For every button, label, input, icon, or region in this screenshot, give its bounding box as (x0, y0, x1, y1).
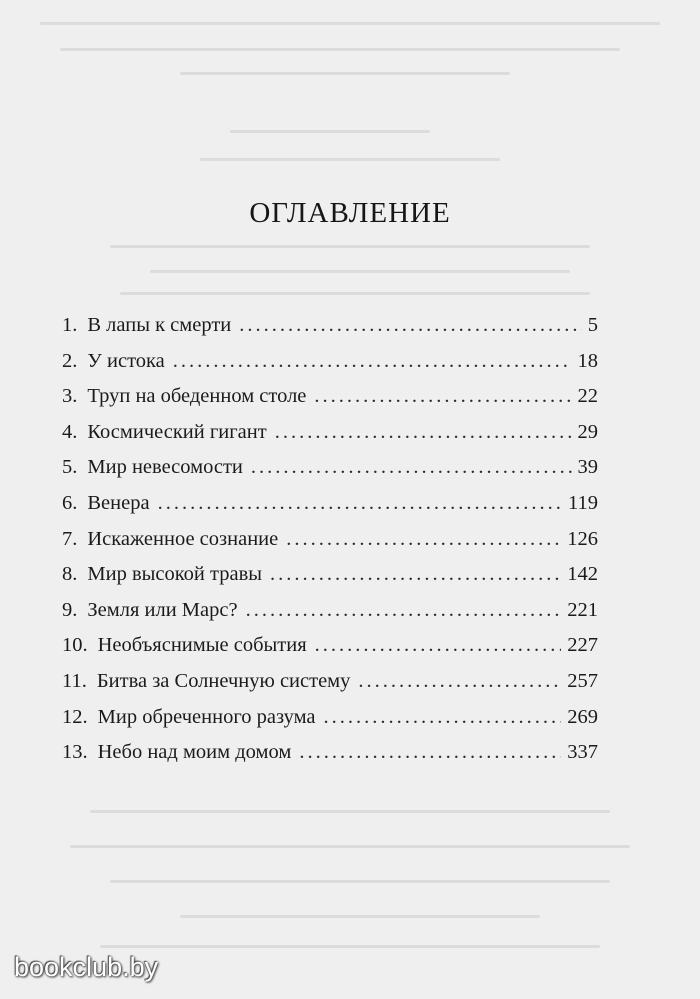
dot-leader (158, 492, 562, 515)
dot-leader (358, 670, 561, 693)
dot-leader (246, 599, 562, 622)
dot-leader (286, 528, 561, 551)
toc-entry (62, 528, 598, 564)
toc-entry-number: 12. (62, 705, 88, 728)
toc-entry-number: 4. (62, 420, 78, 443)
toc-entry (62, 385, 598, 421)
toc-entry-title: Небо над моим домом (97, 741, 292, 764)
toc-entry-title: Мир высокой травы (87, 563, 263, 586)
table-of-contents (62, 314, 598, 777)
toc-entry (62, 350, 598, 386)
watermark: bookclub.by (14, 952, 159, 982)
toc-entry-title: Необъяснимые события (97, 634, 307, 657)
toc-entry-page: 39 (577, 456, 598, 479)
toc-entry-number: 3. (62, 385, 78, 408)
toc-entry-number: 2. (62, 349, 78, 372)
toc-entry-title: Мир невесомости (87, 456, 243, 479)
toc-entry-page: 18 (577, 349, 598, 372)
toc-entry-page: 227 (567, 634, 598, 657)
toc-entry-number: 10. (62, 634, 88, 657)
toc-entry-title: Мир обреченного разума (97, 705, 316, 728)
toc-entry-title: Искаженное сознание (87, 527, 279, 550)
toc-entry-number: 6. (62, 491, 78, 514)
dot-leader (173, 350, 572, 373)
toc-entry-page: 269 (567, 705, 598, 728)
toc-entry (62, 670, 598, 706)
toc-entry-title: Земля или Марс? (87, 598, 238, 621)
toc-entry (62, 634, 598, 670)
toc-entry-title: Битва за Солнечную систему (96, 669, 351, 692)
toc-entry-title: Космический гигант (87, 420, 267, 443)
toc-entry-page: 126 (567, 527, 598, 550)
dot-leader (275, 421, 572, 444)
dot-leader (270, 563, 561, 586)
toc-entry-number: 13. (62, 741, 88, 764)
toc-entry-number: 5. (62, 456, 78, 479)
dot-leader (299, 741, 561, 764)
toc-entry-page: 257 (567, 669, 598, 692)
dot-leader (239, 314, 581, 337)
dot-leader (324, 706, 562, 729)
toc-entry (62, 563, 598, 599)
dot-leader (314, 385, 571, 408)
toc-entry (62, 599, 598, 635)
toc-entry-page: 29 (577, 420, 598, 443)
toc-entry-number: 11. (62, 669, 87, 692)
toc-entry-title: Венера (87, 491, 150, 514)
dot-leader (251, 456, 572, 479)
toc-entry-title: У истока (87, 349, 165, 372)
toc-entry (62, 421, 598, 457)
toc-entry-number: 9. (62, 598, 78, 621)
toc-entry-page: 22 (577, 385, 598, 408)
toc-entry-number: 1. (62, 314, 78, 336)
toc-entry (62, 706, 598, 742)
toc-entry-page: 119 (568, 491, 598, 514)
toc-entry-number: 8. (62, 563, 78, 586)
page-title: ОГЛАВЛЕНИЕ (249, 197, 451, 229)
toc-entry-title: В лапы к смерти (87, 314, 232, 336)
toc-entry (62, 741, 598, 777)
toc-entry-page: 142 (567, 563, 598, 586)
dot-leader (315, 634, 562, 657)
toc-entry-title: Труп на обеденном столе (87, 385, 307, 408)
toc-entry-page: 337 (567, 741, 598, 764)
toc-entry-page: 221 (567, 598, 598, 621)
toc-entry-number: 7. (62, 527, 78, 550)
toc-entry-page: 5 (587, 314, 598, 336)
toc-entry (62, 456, 598, 492)
toc-entry (62, 314, 598, 350)
toc-entry (62, 492, 598, 528)
